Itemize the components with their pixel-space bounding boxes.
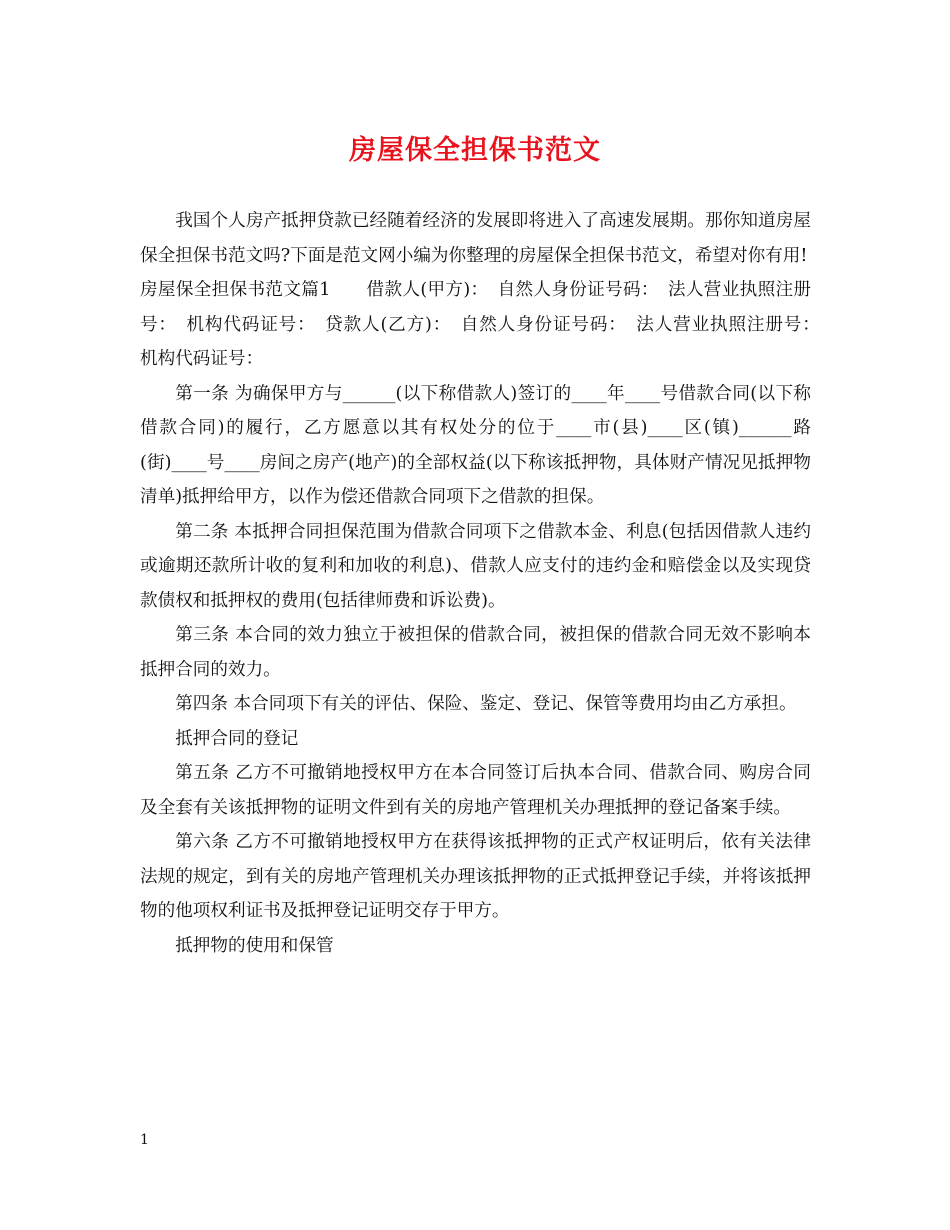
paragraph-article-2: 第二条 本抵押合同担保范围为借款合同项下之借款本金、利息(包括因借款人违约或逾期还款所计收的复利和加收的利息)、借款人应支付的违约金和赔偿金以及实现贷款债权和抵押权的费用(包括律师费和诉讼费)。 <box>140 521 811 611</box>
section-heading-registration: 抵押合同的登记 <box>175 728 299 749</box>
paragraph-parties: 房屋保全担保书范文篇1 借款人(甲方)： 自然人身份证号码： 法人营业执照注册号： 机构代码证号： 贷款人(乙方)： 自然人身份证号码： 法人营业执照注册号： 机构代码证号： <box>140 280 829 369</box>
paragraph-article-3: 第三条 本合同的效力独立于被担保的借款合同，被担保的借款合同无效不影响本抵押合同的效力。 <box>140 625 811 680</box>
document-body <box>140 204 829 963</box>
document-title: 房屋保全担保书范文 <box>349 135 601 166</box>
page-number: 1 <box>140 1132 149 1148</box>
paragraph-article-4: 第四条 本合同项下有关的评估、保险、鉴定、登记、保管等费用均由乙方承担。 <box>175 694 797 714</box>
paragraph-article-6: 第六条 乙方不可撤销地授权甲方在获得该抵押物的正式产权证明后，依有关法律法规的规定，到有关的房地产管理机关办理该抵押物的正式抵押登记手续，并将该抵押物的他项权利证书及抵押登记证明交存于甲方。 <box>140 832 811 921</box>
section-heading-use-and-custody: 抵押物的使用和保管 <box>175 935 334 956</box>
paragraph-intro: 我国个人房产抵押贷款已经随着经济的发展即将进入了高速发展期。那你知道房屋保全担保书范文吗?下面是范文网小编为你整理的房屋保全担保书范文，希望对你有用! <box>140 211 811 266</box>
paragraph-article-1: 第一条 为确保甲方与______(以下称借款人)签订的____年____号借款合同(以下称借款合同)的履行，乙方愿意以其有权处分的位于____市(县)____区(镇)______路(街)____号____房间之房产(地产)的全部权益(以下称该抵押物，具体财产情况见抵押物清单)抵押给甲方，以作为偿还借款合同项下之借款的担保。 <box>140 383 811 507</box>
paragraph-article-5: 第五条 乙方不可撤销地授权甲方在本合同签订后执本合同、借款合同、购房合同及全套有关该抵押物的证明文件到有关的房地产管理机关办理抵押的登记备案手续。 <box>140 763 811 818</box>
